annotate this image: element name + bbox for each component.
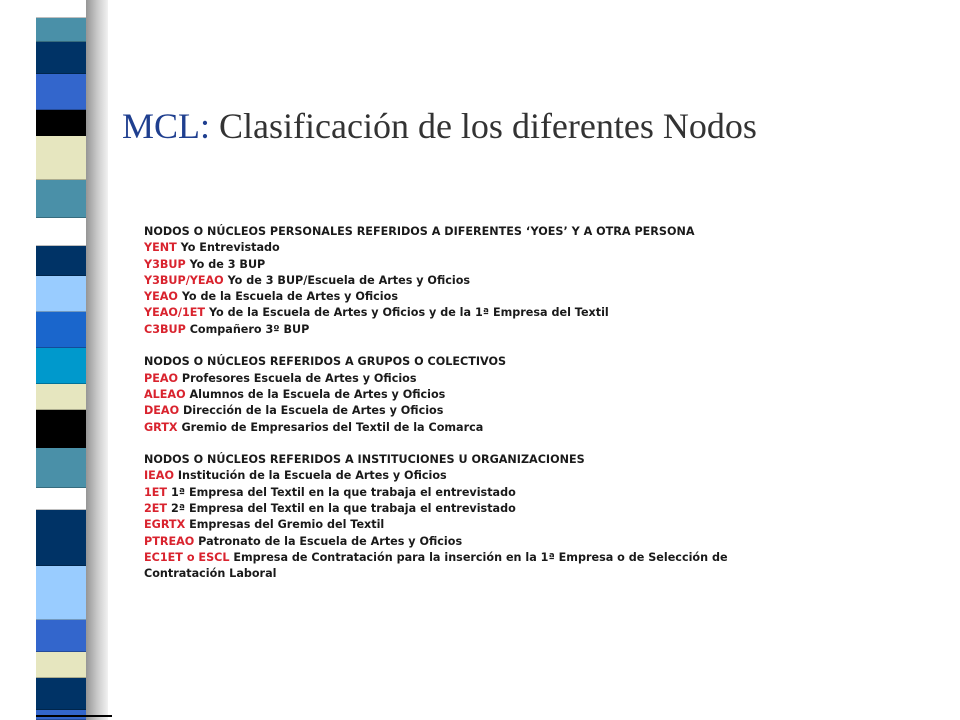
list-item — [144, 371, 744, 387]
section-personal-nodes — [144, 224, 744, 338]
stripe-block — [36, 246, 86, 276]
stripe-block — [36, 448, 86, 488]
node-code: PEAO — [144, 371, 179, 385]
list-item — [144, 517, 744, 533]
slide-title-text: Clasificación de los diferentes Nodos — [219, 106, 757, 146]
list-item — [144, 403, 744, 419]
node-code: Y3BUP — [144, 257, 186, 271]
list-item — [144, 257, 744, 273]
list-item — [144, 485, 744, 501]
node-description: Yo de 3 BUP — [189, 257, 266, 271]
stripe-block — [36, 276, 86, 312]
section-heading: NODOS O NÚCLEOS REFERIDOS A GRUPOS O COLECTIVOS — [144, 355, 507, 369]
node-description: Yo de 3 BUP/Escuela de Artes y Oficios — [227, 273, 471, 287]
slide-title — [122, 104, 757, 148]
stripe-block — [36, 510, 86, 566]
node-description: Gremio de Empresarios del Textil de la Comarca — [181, 420, 484, 434]
stripe-block — [36, 0, 86, 18]
node-code-connector: o — [186, 550, 195, 564]
stripe-block — [36, 312, 86, 348]
node-description: 2ª Empresa del Textil en la que trabaja el entrevistado — [170, 502, 516, 516]
stripe-block — [36, 180, 86, 218]
node-code: IEAO — [144, 469, 174, 483]
stripe-block — [36, 652, 86, 678]
stripe-block — [36, 348, 86, 384]
section-heading: NODOS O NÚCLEOS PERSONALES REFERIDOS A DIFERENTES ‘YOES’ Y A OTRA PERSONA — [144, 225, 695, 238]
list-item — [144, 550, 744, 583]
stripe-block — [36, 42, 86, 74]
node-code: C3BUP — [144, 322, 186, 336]
node-description: Empresa de Contratación para la inserción en la 1ª Empresa o de Selección de Contratación Laboral — [144, 550, 728, 581]
node-code: YEAO — [144, 290, 178, 304]
stripe-block — [36, 74, 86, 110]
stripe-block — [36, 678, 86, 710]
list-item — [144, 289, 744, 305]
node-code: ALEAO — [144, 387, 186, 401]
node-code: GRTX — [144, 420, 178, 434]
stripe-block — [36, 384, 86, 410]
section-heading: NODOS O NÚCLEOS REFERIDOS A INSTITUCIONES U ORGANIZACIONES — [144, 453, 585, 467]
node-classification-list — [144, 224, 744, 599]
stripe-block — [36, 136, 86, 180]
node-code: 1ET — [144, 485, 168, 499]
stripe-block — [36, 566, 86, 620]
list-item — [144, 387, 744, 403]
node-description: Yo de la Escuela de Artes y Oficios — [181, 290, 398, 304]
node-code: EGRTX — [144, 518, 186, 532]
node-description: Compañero 3º BUP — [189, 322, 310, 336]
list-item — [144, 501, 744, 517]
node-code: 2ET — [144, 502, 168, 516]
node-code: YENT — [144, 241, 177, 255]
stripe-block — [36, 18, 86, 42]
node-description: Yo Entrevistado — [180, 241, 280, 255]
list-item — [144, 240, 744, 256]
stripe-block — [36, 218, 86, 246]
node-description: Yo de la Escuela de Artes y Oficios y de la 1ª Empresa del Textil — [208, 306, 609, 320]
node-code: YEAO/1ET — [144, 306, 206, 320]
list-item — [144, 468, 744, 484]
slide-title-prefix: MCL: — [122, 106, 211, 146]
node-description: 1ª Empresa del Textil en la que trabaja el entrevistado — [170, 485, 516, 499]
node-description: Institución de la Escuela de Artes y Oficios — [177, 469, 447, 483]
list-item — [144, 322, 744, 338]
stripe-block — [36, 620, 86, 652]
list-item — [144, 534, 744, 550]
node-code: DEAO — [144, 404, 180, 418]
node-description: Profesores Escuela de Artes y Oficios — [181, 371, 417, 385]
node-code: Y3BUP/YEAO — [144, 273, 224, 287]
list-item — [144, 420, 744, 436]
stripe-block — [36, 110, 86, 136]
node-description: Patronato de la Escuela de Artes y Oficios — [198, 534, 463, 548]
node-code: EC1ET — [144, 550, 183, 564]
decorative-stripe-strip — [0, 0, 112, 720]
node-code: PTREAO — [144, 534, 195, 548]
node-description: Dirección de la Escuela de Artes y Oficios — [183, 404, 444, 418]
node-description: Alumnos de la Escuela de Artes y Oficios — [189, 387, 446, 401]
section-institution-nodes — [144, 452, 744, 582]
section-group-nodes — [144, 354, 744, 435]
stripe-shadow — [84, 0, 108, 720]
node-code-secondary: ESCL — [198, 550, 230, 564]
stripe-block — [36, 488, 86, 510]
list-item — [144, 305, 744, 321]
stripe-bar — [36, 0, 86, 720]
bottom-divider — [36, 715, 112, 717]
stripe-block — [36, 410, 86, 448]
node-description: Empresas del Gremio del Textil — [189, 518, 385, 532]
list-item — [144, 273, 744, 289]
